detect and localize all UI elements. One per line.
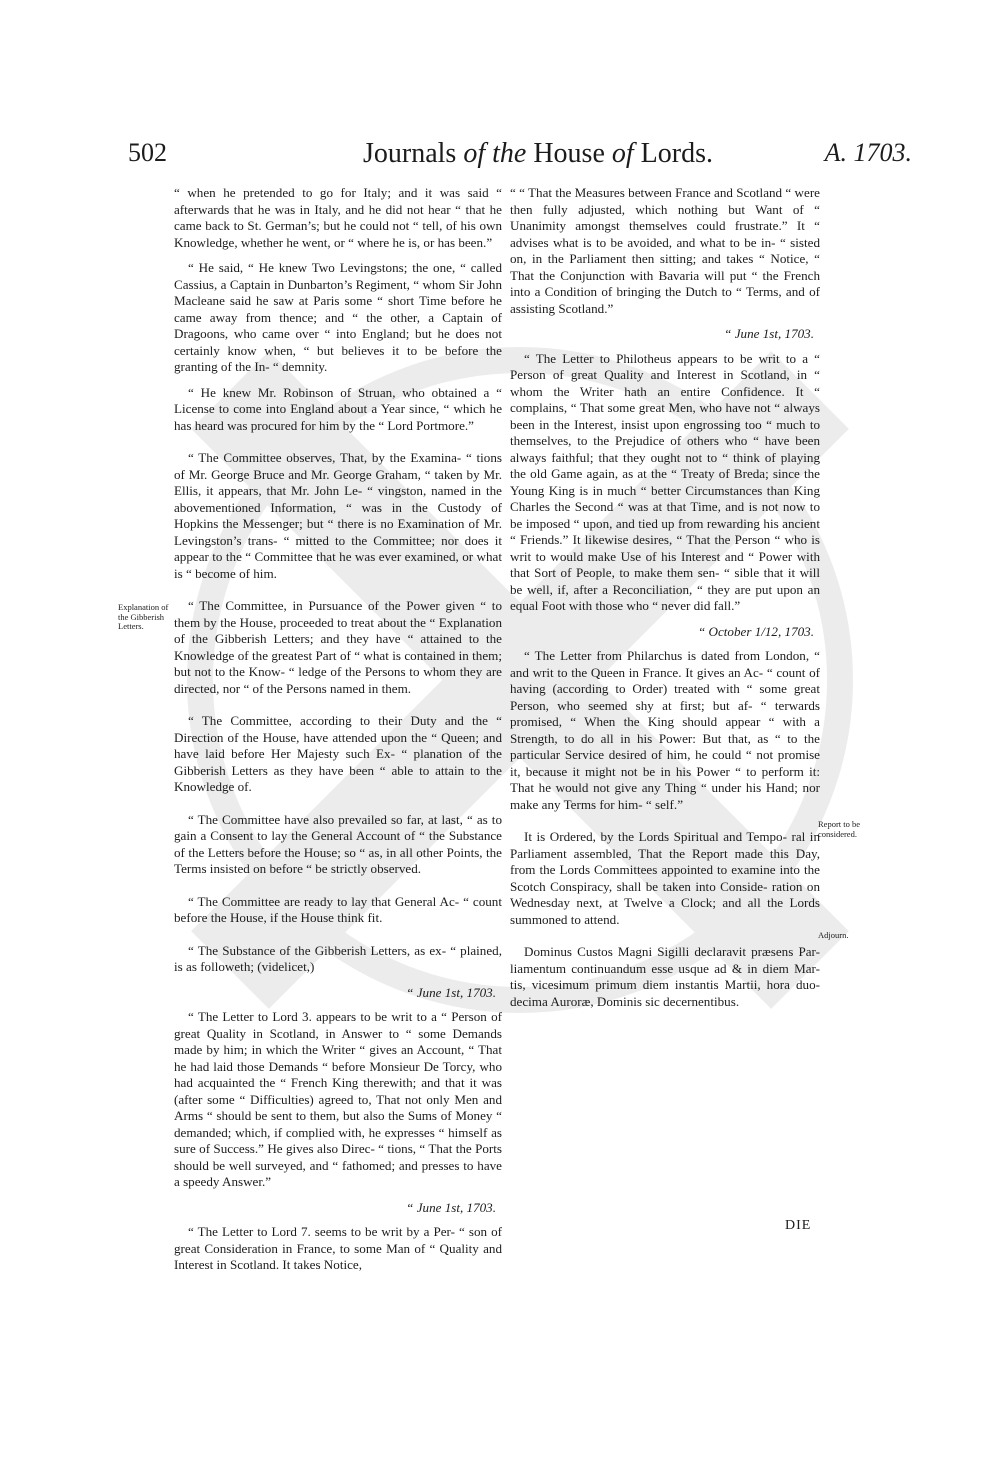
dateline: “ June 1st, 1703.: [724, 326, 814, 341]
right-column: [510, 185, 820, 1019]
margin-note-explanation: Explanation of the Gibberish Letters.: [118, 602, 169, 631]
paragraph: “ The Letter to Lord 7. seems to be writ by a Per- “ son of great Consideration in France, to some Man of “ Quality and Interest in Scotland. It takes Notice,: [174, 1224, 502, 1272]
dateline: “ October 1/12, 1703.: [697, 623, 814, 639]
running-header: [128, 138, 912, 178]
page-number: 502: [128, 138, 167, 167]
paragraph: Dominus Custos Magni Sigilli declaravit præsens Par- liamentum continuandum esse usque ad & in diem Mar- tis, vicesimum primum diem instantis Martii, hora duo- decima Auroræ, Dominis sic decernentibus.: [510, 944, 820, 1009]
paragraph: “ The Committee observes, That, by the Examina- “ tions of Mr. George Bruce and Mr. George Graham, “ taken by Mr. Ellis, it appears, that Mr. John Le- “ vingston, named in the abovementioned Information, “ was in the Custody of Hopkins the Messenger; but “ there is no Examination of Mr. Levingston’s trans- “ mitted to the Committee; nor does it appear to the “ Committee that he was ever examined, or what is “ become of him.: [174, 450, 502, 581]
catchword: DIE: [785, 1218, 812, 1233]
left-column: [174, 185, 502, 1283]
paragraph: “ The Substance of the Gibberish Letters, as ex- “ plained, is as followeth; (videlicet,): [174, 942, 502, 974]
paragraph: “ The Letter from Philarchus is dated from London, “ and writ to the Queen in France. It gives an Ac- “ count of having (according to Order) treated with “ some great Person, who seemed shy at first; but af- “ terwards promised, “ When the King should appear “ with a Strength, to do all in his Power: But that, as “ to the particular Service desired of him, he could “ not promise it, because it might not be in his Power “ to perform it: That he would not give any Thing “ under his Hand; nor make any Terms for him- “ self.”: [510, 648, 820, 812]
paragraph: “ when he pretended to go for Italy; and it was said “ afterwards that he was in Italy, and he did not hear “ that he came back to St. German’s; but he could not “ tell, of his own Knowledge, whether he went, or “ where he is, or has been.”: [174, 185, 502, 250]
paragraph: It is Ordered, by the Lords Spiritual and Tempo- ral in Parliament assembled, That the Report made this Day, from the Lords Committees appointed to examine into the Scotch Conspiracy, shall be taken into Conside- ration on Wednesday next, at Twelve a Clock; and all the Lords summoned to attend.: [510, 829, 820, 927]
paragraph: “ He knew Mr. Robinson of Struan, who obtained a “ License to come into England about a Year since, “ which he has heard was procured for him by the “ Lord Portmore.”: [174, 384, 502, 433]
margin-note-report: Report to be considered.: [818, 819, 861, 839]
paragraph: “ He said, “ He knew Two Levingstons; the one, “ called Cassius, a Captain in Dunbarton’s Regiment, “ whom Sir John Macleane said he saw at Paris some “ short Time before he came away from thence; and “ the other, a Captain of Dragoons, who came over “ into England; but he does not certainly know when, “ but believes it to be before the granting of the In- “ demnity.: [174, 260, 502, 374]
margin-note-adjourn: Adjourn.: [818, 930, 849, 940]
running-title: Journals of the House of Lords.: [363, 138, 713, 169]
running-year: A. 1703.: [824, 138, 912, 167]
paragraph: “ The Committee, according to their Duty and the “ Direction of the House, have attended upon the “ Queen; and have laid before Her Majesty such Ex- “ planation of the Gibberish Letters as they have been “ able to attain to the Knowledge of.: [174, 713, 502, 794]
paragraph: “ The Letter to Philotheus appears to be writ to a “ Person of great Quality and Interest in Scotland, in “ whom the Writer hath an entire Confidence. It “ complains, “ That some great Men, who have not “ always been in the Interest, insist upon engrossing too “ much to themselves, to the Prejudice of others who “ have been always faithful; that they ought not to “ think of playing the old Game again, as at the “ Treaty of Breda; since the Young King is in much “ better Circumstances than King Charles the Second “ was at that Time, and is not now to be imposed “ upon, and tied up from rewarding his ancient “ Friends.” It likewise desires, “ That the Person “ who is writ to would make Use of his Interest and “ Power with that Sort of People, to make them sen- “ sible that it will be well, if, after a Reconciliation, “ they are put upon an equal Foot with those who “ never did fall.”: [510, 350, 820, 613]
paragraph: “ The Letter to Lord 3. appears to be writ to a “ Person of great Quality in Scotland, in Answer to “ some Demands made by him; in which the Writer “ gives an Account, “ That he had laid those Demands “ before Monsieur De Torcy, who had acquainted the “ French King therewith; and that it was (after some “ Difficulties) agreed to, That not only Men and Arms “ should be sent to them, but also the Sums of Money “ demanded; which, if complied with, he expresses “ himself as sure of Success.” He gives also Direc- “ tions, “ That the Ports should be well surveyed, and “ fathomed; and presses to have a speedy Answer.”: [174, 1009, 502, 1189]
dateline: “ June 1st, 1703.: [406, 1199, 496, 1215]
paragraph: “ “ That the Measures between France and Scotland “ were then fully adjusted, which nothing but Want of “ Unanimity amongst themselves could frustrate.” It “ advises what is to be avoided, and what to be in- “ sisted on, in the Parliament then sitting; and takes “ Notice, “ That the Conjunction with Bavaria will put “ the French into a Condition of bringing the Dutch to “ Terms, and of assisting Scotland.”: [510, 185, 820, 316]
paragraph: “ The Committee, in Pursuance of the Power given “ to them by the House, proceeded to treat about the “ Explanation of the Gibberish Letters; and they have “ attained to the Knowledge of the greatest Part of “ what is contained in them; but not to the Know- “ ledge of the Persons to whom they are directed, nor “ of the Persons named in them.: [174, 598, 502, 696]
paragraph: “ The Committee are ready to lay that General Ac- “ count before the House, if the House think fit.: [174, 893, 502, 925]
paragraph: “ The Committee have also prevailed so far, at last, “ as to gain a Consent to lay the General Account of “ the Substance of the Letters before the House; so “ as, in all other Points, the Terms insisted on before “ be strictly observed.: [174, 811, 502, 876]
dateline: “ June 1st, 1703.: [406, 984, 496, 1000]
